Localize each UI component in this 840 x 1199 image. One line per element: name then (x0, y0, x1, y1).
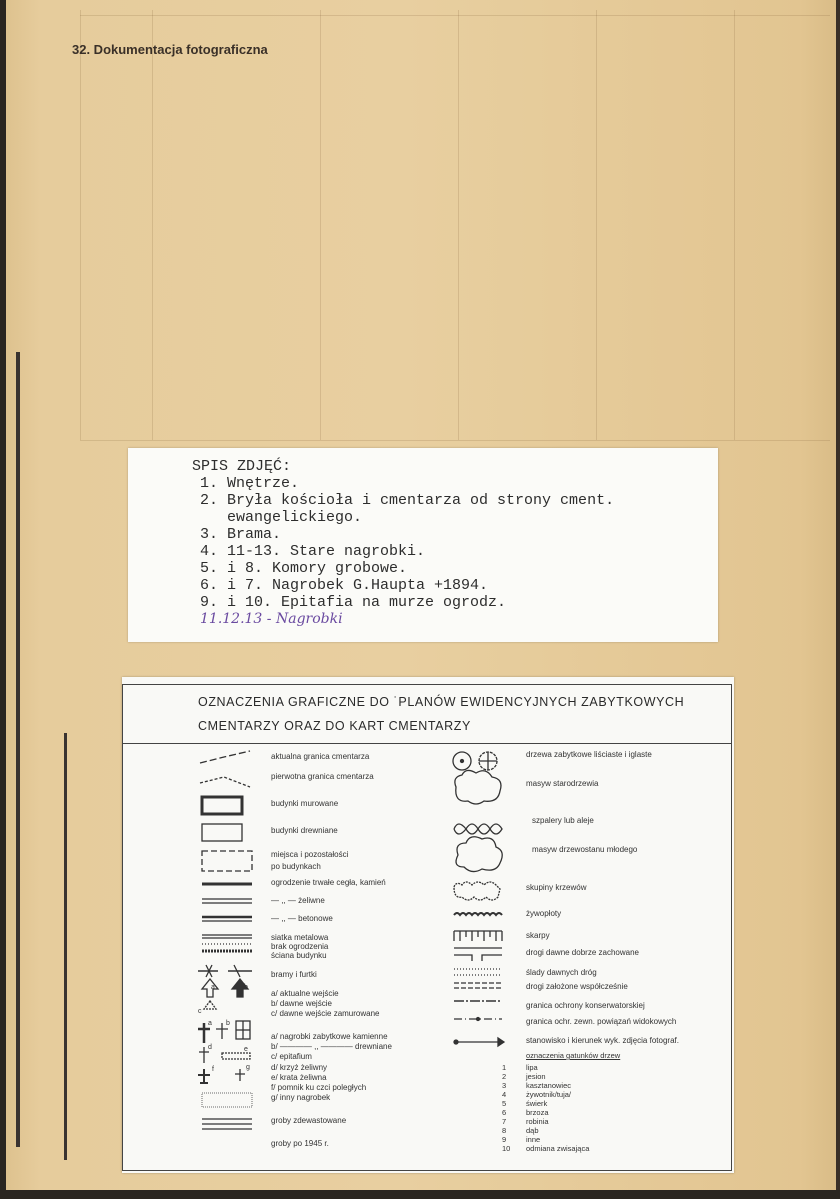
legend-label: groby zdewastowane (271, 1116, 347, 1125)
page-edge-bottom (0, 1190, 840, 1199)
handwritten-note: 11.12.13 - Nagrobki (200, 611, 343, 627)
svg-text:a: a (208, 1020, 212, 1027)
old-road-icon (454, 948, 502, 961)
iron-grate-icon (222, 1053, 250, 1059)
page-edge-right (836, 0, 840, 1199)
legend-label: skarpy (526, 931, 550, 940)
shrubs-icon (454, 882, 500, 900)
legend-label: e/ krata żeliwna (271, 1073, 327, 1082)
photo-list-item: ewangelickiego. (200, 509, 363, 526)
tree-name: odmiana zwisająca (526, 1144, 590, 1153)
legend-label: budynki murowane (271, 799, 339, 808)
legend-label: granica ochrony konserwatorskiej (526, 1001, 645, 1010)
ghost-line (80, 15, 830, 16)
legend-card (122, 677, 734, 1173)
legend-label: f/ pomnik ku czci poległych (271, 1083, 367, 1092)
legend-label: po budynkach (271, 862, 321, 871)
slope-icon (454, 931, 502, 941)
tree-name: robinia (526, 1117, 549, 1126)
tree-number: 6 (502, 1108, 507, 1117)
legend-label: bramy i furtki (271, 970, 317, 979)
legend-label: d/ krzyż żeliwny (271, 1063, 328, 1072)
tree-species-title: oznaczenia gatunków drzew (526, 1051, 621, 1060)
photo-list-card (128, 448, 718, 642)
legend-label: c/ dawne wejście zamurowane (271, 1009, 380, 1018)
ghost-line (152, 10, 153, 440)
legend-label: — ,, — betonowe (271, 914, 333, 923)
legend-label: granica ochr. zewn. powiązań widokowych (526, 1017, 677, 1026)
old-tree-stand-icon (455, 770, 501, 804)
margin-bar (64, 733, 67, 1160)
legend-label: ogrodzenie trwałe cegła, kamień (271, 878, 386, 887)
photo-list-item: 5. i 8. Komory grobowe. (200, 560, 408, 577)
margin-bar (16, 352, 20, 1147)
brick-building-icon (202, 797, 242, 814)
photo-list-item: 3. Brama. (200, 526, 282, 543)
tree-alley-icon (454, 824, 502, 834)
building-remains-icon (202, 851, 252, 871)
photo-list-item: 1. Wnętrze. (200, 475, 300, 492)
legend-label: budynki drewniane (271, 826, 338, 835)
legend-heading: CMENTARZY ORAZ DO KART CMENTARZY (198, 719, 471, 733)
legend-left-symbols (194, 747, 258, 1167)
legend-label: brak ogrodzenia (271, 942, 329, 951)
legend-label: ściana budynku (271, 951, 327, 960)
legend-label: pierwotna granica cmentarza (271, 772, 374, 781)
tree-name: brzoza (526, 1108, 549, 1117)
legend-label: drogi dawne dobrze zachowane (526, 948, 639, 957)
photo-direction-icon (452, 1032, 512, 1052)
legend-label: b/ ———— ,, ———— drewniane (271, 1042, 392, 1051)
legend-label: szpalery lub aleje (532, 816, 594, 825)
wooden-building-icon (202, 824, 242, 841)
tree-name: kasztanowiec (526, 1081, 572, 1090)
page-edge-left (0, 0, 6, 1199)
tree-number: 3 (502, 1081, 507, 1090)
current-boundary-icon (200, 751, 250, 763)
svg-text:c: c (198, 1008, 202, 1015)
ghost-line (458, 10, 459, 440)
ghost-line (320, 10, 321, 440)
young-stand-icon (456, 837, 502, 872)
ghost-line (734, 10, 735, 440)
photo-list-item: 6. i 7. Nagrobek G.Haupta +1894. (200, 577, 489, 594)
legend-right-symbols (448, 747, 512, 1037)
tree-number: 10 (502, 1144, 511, 1153)
tree-number: 9 (502, 1135, 507, 1144)
svg-text:f: f (212, 1066, 214, 1073)
legend-label: a/ aktualne wejście (271, 989, 339, 998)
section-title: 32. Dokumentacja fotograficzna (72, 42, 268, 57)
other-tomb-icon (235, 1069, 245, 1081)
legend-label: drzewa zabytkowe liściaste i iglaste (526, 750, 652, 759)
ghost-line (80, 440, 830, 441)
legend-label: c/ epitafium (271, 1052, 312, 1061)
legend-label: groby po 1945 r. (271, 1139, 329, 1148)
legend-label: drogi założone współcześnie (526, 982, 628, 991)
legend-label: masyw starodrzewia (526, 779, 599, 788)
tree-number: 8 (502, 1126, 507, 1135)
legend-heading: OZNACZENIA GRAFICZNE DO ˙PLANÓW EWIDENCYJNYCH ZABYTKOWYCH (198, 695, 685, 709)
tree-name: jesion (526, 1072, 546, 1081)
svg-text:a: a (211, 984, 215, 991)
walled-entrance-icon (204, 1001, 216, 1009)
legend-label: b/ dawne wejście (271, 999, 332, 1008)
legend-label: stanowisko i kierunek wyk. zdjęcia fotograf. (526, 1036, 679, 1045)
photo-list-item: 9. i 10. Epitafia na murze ogrodz. (200, 594, 507, 611)
legend-label: a/ nagrobki zabytkowe kamienne (271, 1032, 388, 1041)
photo-list-item: 2. Bryła kościoła i cmentarza od strony cment. (200, 492, 615, 509)
legend-label: g/ inny nagrobek (271, 1093, 331, 1102)
photo-list-item: 4. 11-13. Stare nagrobki. (200, 543, 426, 560)
svg-text:e: e (244, 1046, 248, 1053)
tree-number: 1 (502, 1063, 507, 1072)
svg-text:g: g (246, 1064, 250, 1071)
svg-text:d: d (208, 1044, 212, 1051)
legend-label: masyw drzewostanu młodego (532, 845, 638, 854)
modern-road-icon (454, 983, 502, 988)
ghost-line (80, 10, 81, 440)
ghost-line (596, 10, 597, 440)
tree-name: świerk (526, 1099, 548, 1108)
tree-number: 7 (502, 1117, 507, 1126)
legend-label: aktualna granica cmentarza (271, 752, 370, 761)
current-entrance-icon (202, 979, 218, 997)
tree-name: lipa (526, 1063, 538, 1072)
tree-name: żywotnik/tuja/ (526, 1090, 572, 1099)
tree-name: inne (526, 1135, 541, 1144)
legend-label: skupiny krzewów (526, 883, 587, 892)
original-boundary-icon (200, 777, 250, 787)
tree-number: 2 (502, 1072, 507, 1081)
svg-text:b: b (226, 1020, 230, 1027)
road-trace-icon (454, 969, 502, 975)
devastated-graves-icon (202, 1093, 252, 1107)
legend-label: ślady dawnych dróg (526, 968, 597, 977)
photo-list-title: SPIS ZDJĘĆ: (192, 458, 292, 475)
legend-label: siatka metalowa (271, 933, 329, 942)
memorial-icon (198, 1069, 210, 1083)
legend-divider (122, 743, 732, 744)
tree-number: 4 (502, 1090, 507, 1099)
svg-text:b: b (244, 984, 248, 991)
legend-label: miejsca i pozostałości (271, 850, 349, 859)
hedge-icon (454, 913, 502, 915)
tree-number: 5 (502, 1099, 507, 1108)
legend-label: żywopłoty (526, 909, 562, 918)
tree-name: dąb (526, 1126, 539, 1135)
legend-label: — ,, — żeliwne (271, 896, 325, 905)
